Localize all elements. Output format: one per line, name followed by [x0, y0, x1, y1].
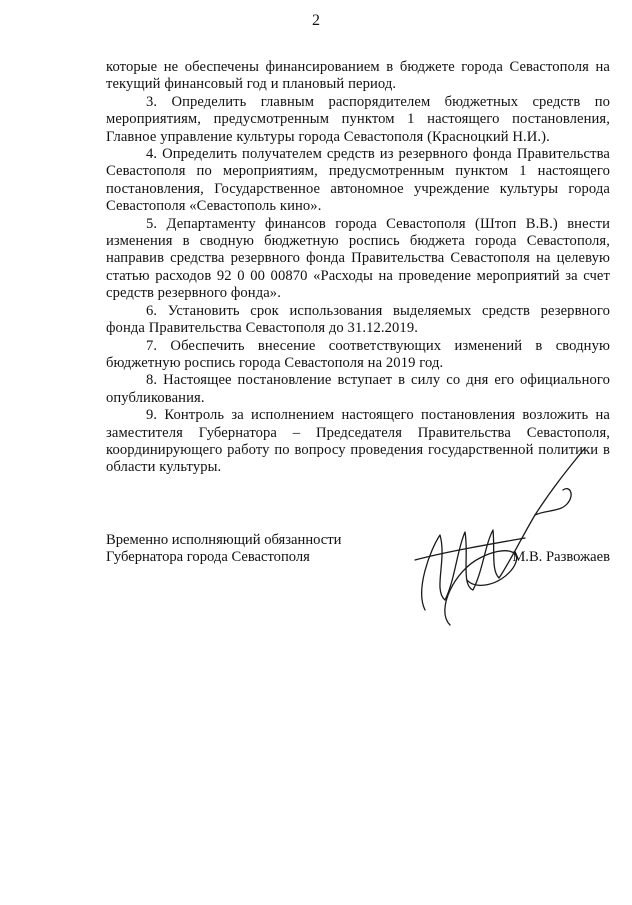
handwritten-signature: [395, 440, 615, 630]
paragraph-item-5: 5. Департаменту финансов города Севастополя (Штоп В.В.) внести изменения в сводную бюджетную роспись бюджета города Севастополя, направив средства резервного фонда Правительства Севастополя на целевую статью расходов 92 0 00 00870 «Расходы на проведение мероприятий за счет средств резервного фонда».: [106, 215, 610, 302]
signature-stroke-tail: [535, 489, 571, 515]
signature-stroke-flourish: [415, 538, 525, 560]
paragraph-item-7: 7. Обеспечить внесение соответствующих изменений в сводную бюджетную роспись города Севастополя на 2019 год.: [106, 337, 610, 371]
paragraph-item-3: 3. Определить главным распорядителем бюджетных средств по мероприятиям, предусмотренным пунктом 1 настоящего постановления, Главное управление культуры города Севастополя (Красноцкий Н.И.).: [106, 93, 610, 145]
paragraph-continuation: которые не обеспечены финансированием в бюджете города Севастополя на текущий финансовый год и плановый период.: [106, 59, 610, 93]
paragraph-item-8: 8. Настоящее постановление вступает в силу со дня его официального опубликования.: [106, 372, 610, 406]
paragraph-item-9: 9. Контроль за исполнением настоящего постановления возложить на заместителя Губернатора – Председателя Правительства Севастополя, координирующего работу по вопросу проведения государственной политики в области культуры.: [106, 407, 610, 476]
signature-stroke-main: [422, 448, 585, 610]
document-body: [106, 59, 610, 477]
signatory-position-line-2: Губернатора города Севастополя: [106, 549, 310, 566]
signatory-name: М.В. Развожаев: [512, 549, 610, 566]
signatory-position-line-1: Временно исполняющий обязанности: [106, 532, 342, 548]
paragraph-item-6: 6. Установить срок использования выделяемых средств резервного фонда Правительства Севастополя до 31.12.2019.: [106, 302, 610, 337]
signature-stroke-loop: [445, 551, 517, 625]
paragraph-item-4: 4. Определить получателем средств из резервного фонда Правительства Севастополя по мероприятиям, предусмотренным пунктом 1 настоящего постановления, Государственное автономное учреждение культуры города Севастополя «Севастополь кино».: [106, 146, 610, 215]
page-number: 2: [312, 12, 320, 29]
signatory-position: [106, 532, 406, 567]
